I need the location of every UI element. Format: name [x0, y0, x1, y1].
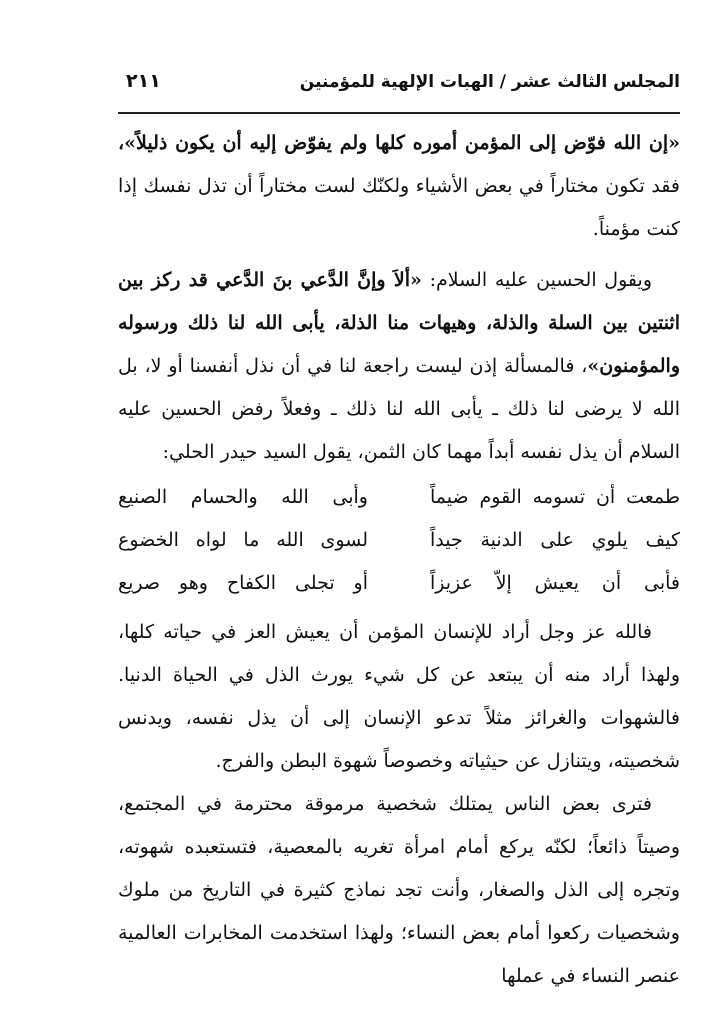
hussein-intro: ويقول الحسين عليه السلام:	[421, 269, 653, 291]
paragraph-1	[118, 122, 680, 251]
paragraph-4: فترى بعض الناس يمتلك شخصية مرموقة محترمة في المجتمع، وصيتاً ذائعاً؛ لكنّه يركع أمام امرأة تغريه بالمعصية، فتستعبده شهوته، وتجره إلى الذل والصغار، وأنت تجد نماذج كثيرة في التاريخ من ملوك وشخصيات ركعوا أمام بعض النساء؛ ولهذا استخدمت المخابرات العالمية عنصر النساء في عملها	[118, 793, 680, 987]
body-text	[118, 122, 680, 998]
spacer	[118, 251, 680, 259]
chapter-title: المجلس الثالث عشر / الهبات الإلهية للمؤمنين	[299, 72, 680, 92]
running-header	[118, 66, 680, 110]
paragraph-2	[118, 259, 680, 474]
poem-second-hemistich: وأبى الله والحسام الصنيع	[118, 486, 368, 508]
hussein-quote: «ألاَ وإنَّ الدَّعي بنَ الدَّعي قد ركز بين اثنتين بين السلة والذلة، وهيهات منا الذلة، يأبى الله لنا ذلك ورسوله والمؤمنون»	[118, 269, 680, 377]
poem-first-hemistich: فأبى أن يعيش إلاّ عزيزاً	[430, 572, 680, 594]
hadith-quote: «إن الله فوّض إلى المؤمن أموره كلها ولم يفوّض إليه أن يكون ذليلاً»،	[118, 132, 680, 154]
paragraph-2-text: ، فالمسألة إذن ليست راجعة لنا في أن نذل أنفسنا أو لا، بل الله لا يرضى لنا ذلك ـ يأبى الله لنا ذلك ـ وفعلاً رفض الحسين عليه السلام أن يذل نفسه أبداً مهما كان الثمن، يقول السيد حيدر الحلي:	[118, 355, 680, 463]
poem-first-hemistich: كيف يلوي على الدنية جيداً	[430, 529, 680, 551]
poem-verse	[118, 562, 680, 605]
poem	[118, 476, 680, 605]
page-number: ٢١١	[126, 70, 161, 92]
paragraph-3: فالله عز وجل أراد للإنسان المؤمن أن يعيش العز في حياته كلها، ولهذا أراد منه أن يبتعد عن كل شيء يورث الذل في الحياة الدنيا. فالشهوات والغرائز مثلاً تدعو الإنسان إلى أن يذل نفسه، ويدنس شخصيته، ويتنازل عن حيثياته وخصوصاً شهوة البطن والفرج.	[118, 621, 680, 772]
header-rule	[118, 112, 680, 114]
poem-verse	[118, 476, 680, 519]
poem-second-hemistich: لسوى الله ما لواه الخضوع	[118, 529, 368, 551]
poem-first-hemistich: طمعت أن تسومه القوم ضيماً	[430, 486, 680, 508]
poem-verse	[118, 519, 680, 562]
paragraph-1-text: فقد تكون مختاراً في بعض الأشياء ولكنّك لست مختاراً أن تذل نفسك إذا كنت مؤمناً.	[118, 175, 680, 240]
poem-second-hemistich: أو تجلى الكفاح وهو صريع	[118, 572, 368, 594]
